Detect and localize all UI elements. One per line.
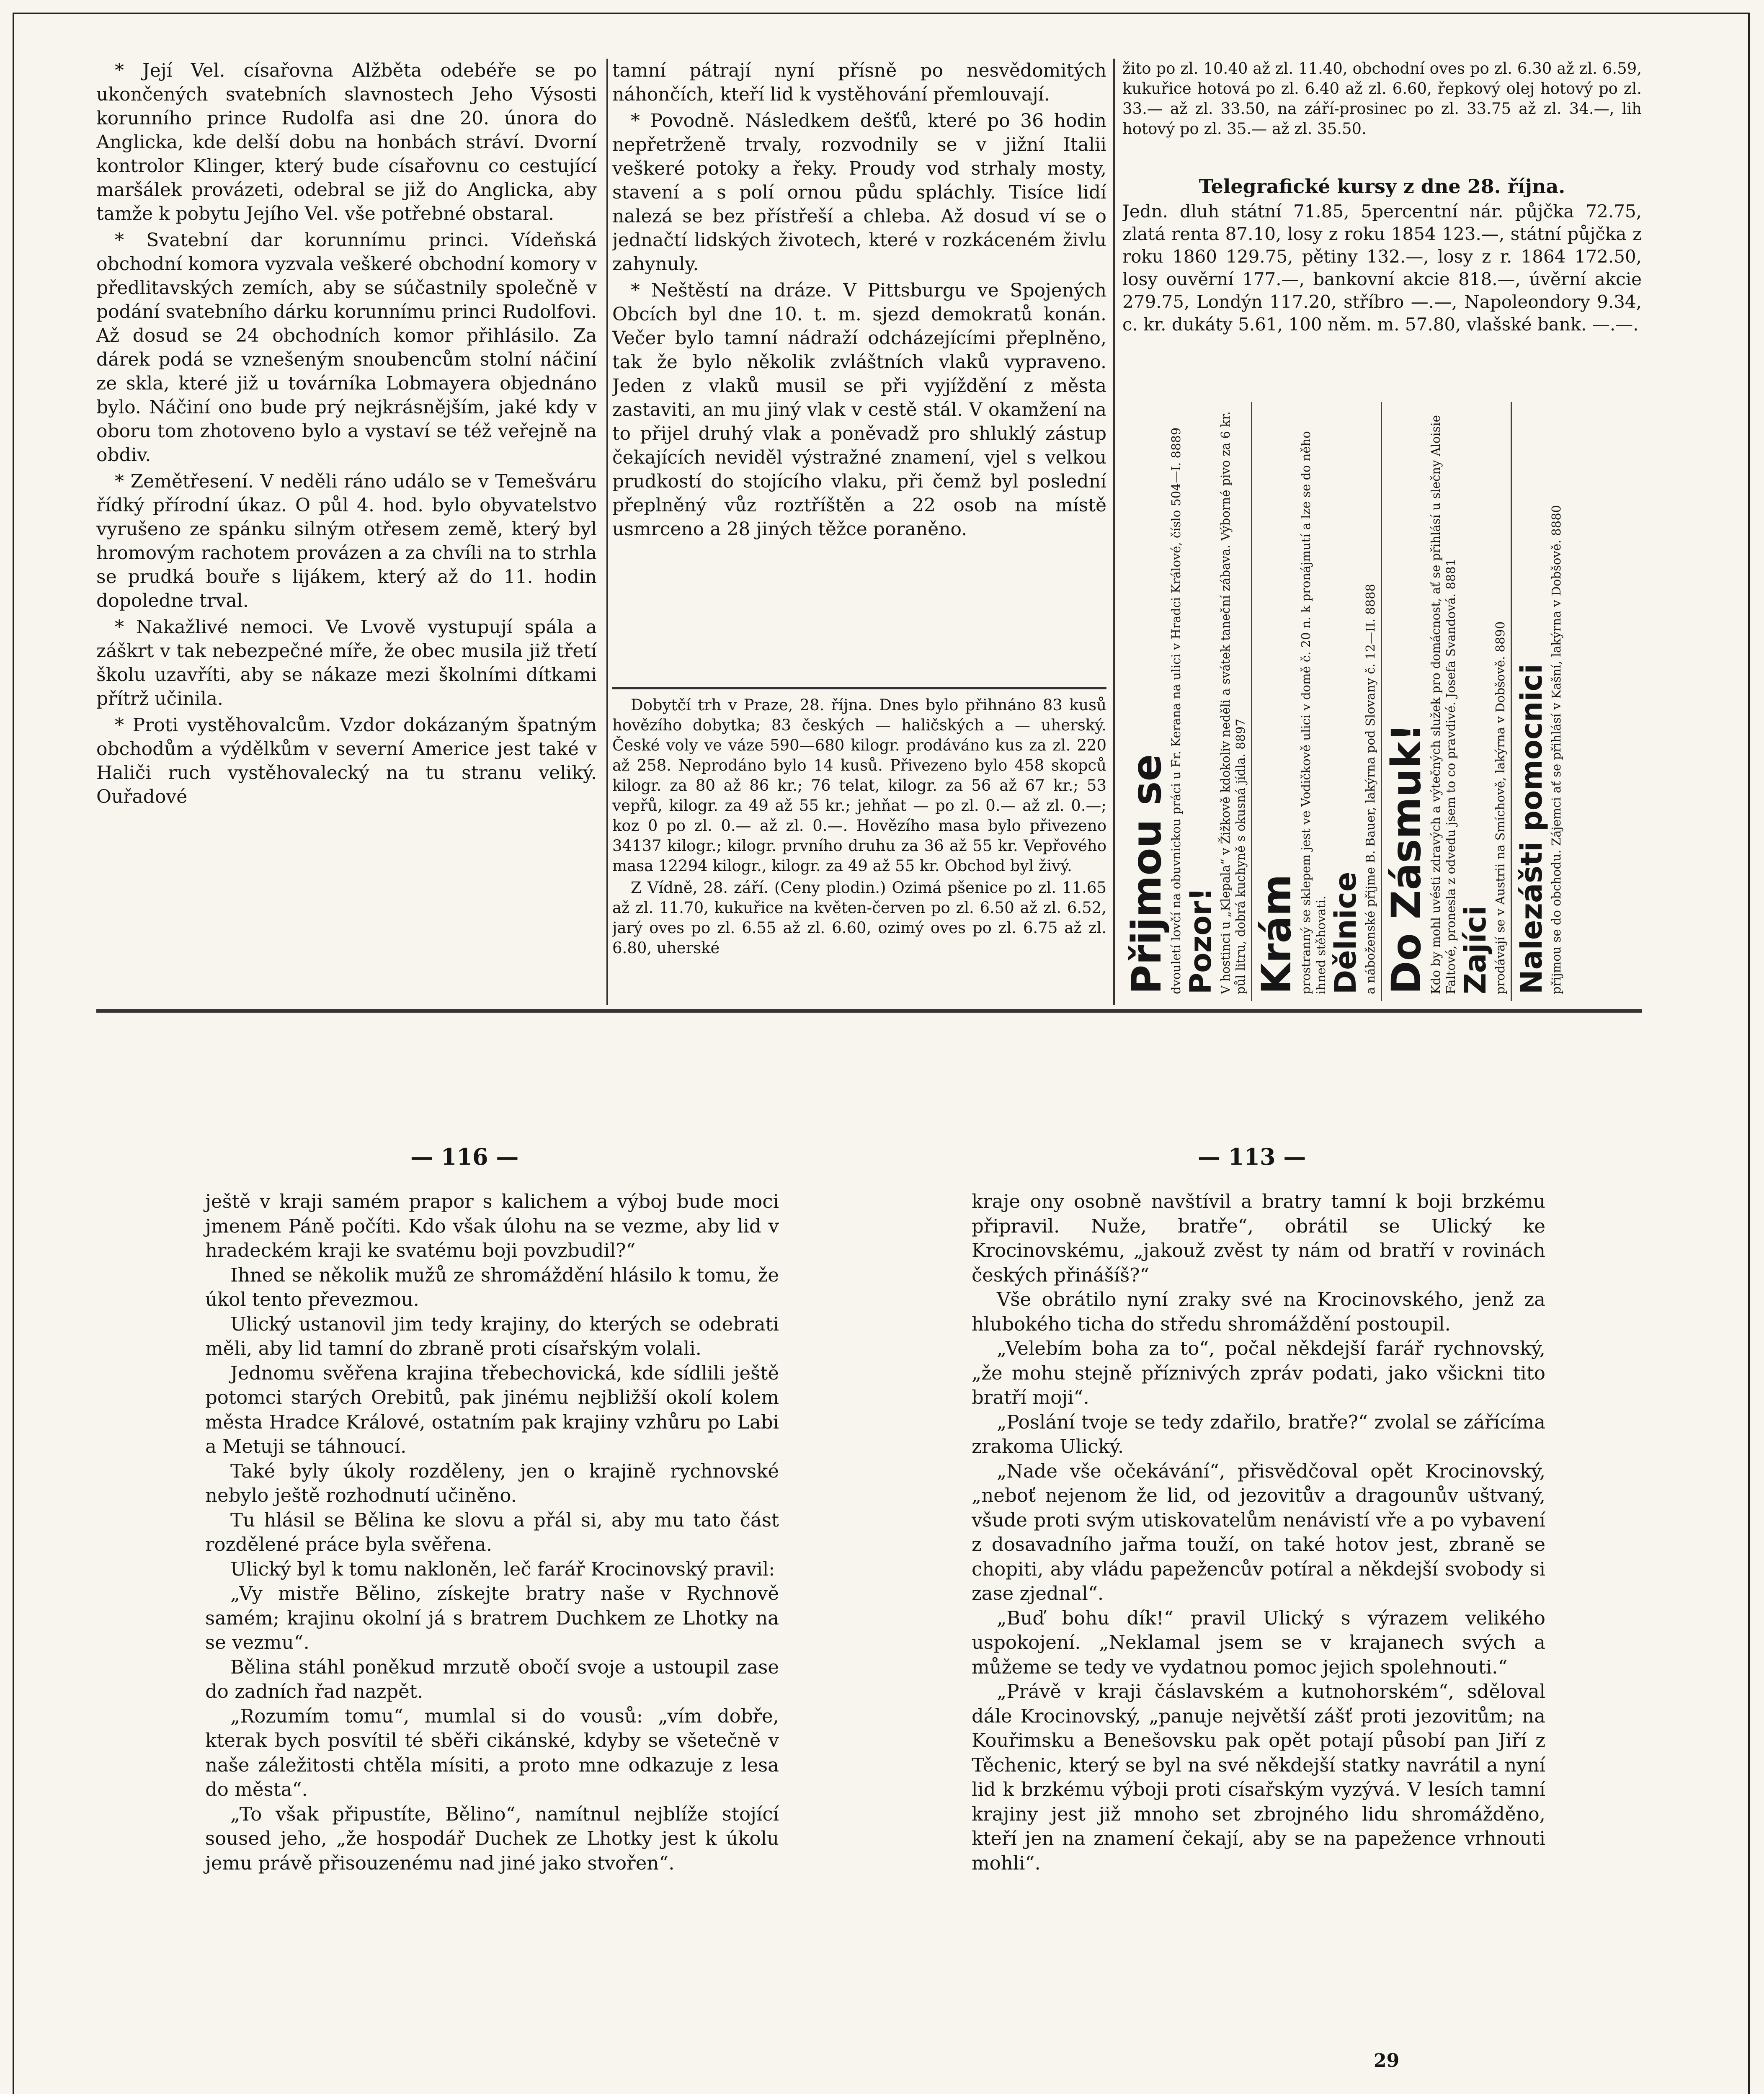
book-page-right: [972, 1189, 1545, 1875]
advertisement-heading: Pozor!: [1184, 887, 1218, 994]
advertisement: [1512, 402, 1642, 1001]
book-paragraph: „Vy mistře Bělino, získejte bratry naše v Rychnově samém; krajinu okolní já s bratrem Duchkem ze Lhotky na se vezmu“.: [205, 1582, 779, 1653]
advertisement: [1382, 402, 1512, 1001]
book-paragraph: „Velebím boha za to“, počal někdejší farář rychnovský, „že mohu stejně příznivých zpráv podati, jako všickni tito bratří moji“.: [972, 1337, 1545, 1408]
page-number-left: — 116 —: [410, 1143, 519, 1170]
market-text: žito po zl. 10.40 až zl. 11.40, obchodní oves po zl. 6.30 až zl. 6.59, kukuřice hotová po zl. 6.40 až zl. 6.60, řepkový olej hotový po zl. 33.— až zl. 33.50, na září-prosinec po zl. 33.75 až zl. 34.—, lih hotový po zl. 35.— až zl. 35.50.: [1122, 59, 1642, 138]
page-number-right: — 113 —: [1198, 1143, 1306, 1170]
advertisement-block: [1122, 402, 1642, 1001]
advertisement-text: prodávají se v Austrii na Smíchově, lakýrna v Dobšově. 8890: [1493, 621, 1507, 994]
news-paragraph: tamní pátrají nyní přísně po nesvědomitých náhončích, kteří lid k vystěhování přemlouvají.: [612, 60, 1106, 105]
telegraf-text: Jedn. dluh státní 71.85, 5percentní nár. půjčka 72.75, zlatá renta 87.10, losy z roku 1854 123.—, státní půjčka z roku 1860 129.75, pětiny 132.—, losy z r. 1864 172.50, losy ouvěrní 177.—, bankovní akcie 818.—, úvěrní akcie 279.75, Londýn 117.20, stříbro —.—, Napoleondory 9.34, c. kr. dukáty 5.61, 100 něm. m. 57.80, vlašské bank. —.—.: [1122, 201, 1642, 335]
book-paragraph: „Právě v kraji čáslavském a kutnohorském“, sděloval dále Krocinovský, „panuje největší zášť proti jezovitům; na Kouřimsku a Benešovsku pak opět potají působí pan Jiří z Těchenic, který se byl na své někdejší statky navrátil a nyní lid k brzkému výboji proti císařským vyzývá. V lesích tamní krajiny jest již mnoho set zbrojného lidu shromážděno, kteří jen na znamení čekají, aby se na papežence vrhnouti mohli“.: [972, 1680, 1545, 1874]
advertisement: [1252, 402, 1382, 1001]
book-paragraph: „Nade vše očekávání“, přisvědčoval opět Krocinovský, „neboť nejenom že lid, od jezovitův a dragounův uštvaný, všude proti svým utiskovatelům nenávistí vře a po vybavení z dosavadního jařma touží, on také hotov jest, zbraně se chopiti, aby vládu papežencův potíral a někdejší svobody si zase zjednal“.: [972, 1460, 1545, 1604]
news-paragraph: * Nakažlivé nemoci. Ve Lvově vystupují spála a záškrt v tak nebezpečné míře, že obec musila již třetí školu uzavříti, aby se nákaze mezi školními dítkami přítrž učinila.: [96, 616, 597, 709]
news-paragraph: * Neštěstí na dráze. V Pittsburgu ve Spojených Obcích byl dne 10. t. m. sjezd demokratů konán. Večer bylo tamní nádraží odcházejícími přeplněno, tak že bylo několik zvláštních vlaků vypraveno. Jeden z vlaků musil se při vyjíždění z města zastaviti, an mu jiný vlak v cestě stál. V okamžení na to přijel druhý vlak a poněvadž pro shluklý zástup čekajících neviděl výstražné znamení, vjel s velkou prudkostí do stojícího vlaku, při čemž byl poslední přeplněný vůz roztříštěn a 22 osob na místě usmrceno a 28 jiných těžce poraněno.: [612, 280, 1106, 540]
news-paragraph: * Povodně. Následkem dešťů, které po 36 hodin nepřetrženě trvaly, rozvodnily se v jižní Italii veškeré potoky a řeky. Proudy vod strhaly mosty, stavení a s polí ornou půdu spláchly. Tisíce lidí nalezá se bez přístřeší a chleba. Až dosud ví se o jednačtí lidských životech, které v rozkáceném živlu zahynuly.: [612, 110, 1106, 275]
book-paragraph: Tu hlásil se Bělina ke slovu a přál si, aby mu tato část rozdělené práce byla svěřena.: [205, 1509, 779, 1555]
news-paragraph: * Proti vystěhovalcům. Vzdor dokázaným špatným obchodům a výdělkům v severní Americe jest také v Haliči ruch vystěhovalecký na tu stranu veliký. Ouřadové: [96, 714, 597, 807]
telegraf-title: Telegrafické kursy z dne 28. října.: [1199, 175, 1565, 198]
book-paragraph: Vše obrátilo nyní zraky své na Krocinovského, jenž za hlubokého ticha do středu shromáždění postoupil.: [972, 1288, 1545, 1335]
advertisement-heading: Nalezášti pomocnici: [1514, 664, 1549, 994]
bottom-rule: [96, 1009, 1642, 1013]
signature-mark: 29: [1374, 2050, 1400, 2071]
book-paragraph: ještě v kraji samém prapor s kalichem a výboj bude moci jmenem Páně počíti. Kdo však úlohu na se vezme, aby lid v hradeckém kraji ke svatému boji povzbudil?“: [205, 1190, 779, 1261]
market-report-middle: [612, 695, 1106, 1005]
advertisement-text: a náboženské přijme B. Bauer, lakýrna pod Slovany č. 12—II. 8888: [1363, 584, 1377, 994]
market-report-right: [1122, 59, 1642, 168]
advertisement-heading: Dělnice: [1328, 872, 1363, 994]
news-column-left: [96, 59, 597, 1005]
market-paragraph: Z Vídně, 28. září. (Ceny plodin.) Ozimá pšenice po zl. 11.65 až zl. 11.70, kukuřice na květen-červen po zl. 6.50 až zl. 6.52, jarý oves po zl. 6.55 až zl. 6.60, ozimý oves po zl. 6.75 až zl. 6.80, uherské: [612, 879, 1106, 957]
column-rule: [606, 59, 608, 1005]
book-paragraph: Také byly úkoly rozděleny, jen o krajině rychnovské nebylo ještě rozhodnutí učiněno.: [205, 1460, 779, 1506]
telegraf-block: [1122, 172, 1642, 398]
advertisement-heading: Přijmou se: [1123, 754, 1170, 994]
book-paragraph: „Rozumím tomu“, mumlal si do vousů: „vím dobře, kterak bych posvítil té sběři cikánské, kdyby se všetečně v naše záležitosti chtěla mísiti, a proto mne odkazuje z lesa do města“.: [205, 1705, 779, 1800]
book-paragraph: „Poslání tvoje se tedy zdařilo, bratře?“ zvolal se zářícíma zrakoma Ulický.: [972, 1411, 1545, 1457]
book-paragraph: Jednomu svěřena krajina třebechovická, kde sídlili ještě potomci starých Orebitů, pak jinému nejbližší okolí kolem města Hradce Králové, ostatním pak krajiny vzhůru po Labi a Metuji se táhnoucí.: [205, 1362, 779, 1457]
book-paragraph: „Buď bohu dík!“ pravil Ulický s výrazem velikého uspokojení. „Neklamal jsem se v krajanech svých a můžeme se tedy ve vydatnou pomoc jejich spolehnouti.“: [972, 1607, 1545, 1678]
advertisement-text: dvouletí lovčí na obuvnickou práci u Fr. Kerana na ulici v Hradci Králové, číslo 504—I. 8889: [1169, 427, 1183, 994]
advertisement-text: V hostinci u „Klepala“ v Žižkově kdokoliv neděli a svátek taneční zábava. Výborné pivo za 6 kr. půl litru, dobrá kuchyně s okusná jídla. 8897: [1218, 411, 1248, 994]
advertisement-text: přijmou se do obchodu. Zájemci ať se přihlásí v Kašní, lakýrna v Dobšově. 8880: [1549, 505, 1563, 994]
book-paragraph: Ulický byl k tomu nakloněn, leč farář Krocinovský pravil:: [230, 1558, 775, 1580]
book-paragraph: Ulický ustanovil jim tedy krajiny, do kterých se odebrati měli, aby lid tamní do zbraně proti císařským volali.: [205, 1313, 779, 1359]
advertisement-text: Kdo by mohl uvésti zdravých a výtečných služek pro domácnost, ať se přihlásí u slečny Aloisie Faltové, pronesla z odvedu jsem to co pravdivé. Josefa Svandová. 8881: [1429, 415, 1458, 994]
advertisement-heading: Do Zásmuk!: [1383, 723, 1430, 994]
column-rule: [1113, 59, 1115, 1005]
book-paragraph: Bělina stáhl poněkud mrzutě obočí svoje a ustoupil zase do zadních řad nazpět.: [205, 1656, 779, 1702]
advertisement-heading: Zajíci: [1458, 905, 1493, 994]
book-paragraph: kraje ony osobně navštívil a bratry tamní k boji brzkému připravil. Nuže, bratře“, obrátil se Ulický ke Krocinovskému, „jakouž zvěst ty nám od bratří v rovinách českých přinášíš?“: [972, 1190, 1545, 1286]
book-page-left: [205, 1189, 779, 1875]
news-paragraph: * Její Vel. císařovna Alžběta odebéře se po ukončených svatebních slavnostech Jeho Výsosti korunního prince Rudolfa asi dne 20. února do Anglicka, kde delší dobu na honbách stráví. Dvorní kontrolor Klinger, který bude císařovnu co cestující maršálek provázeti, odebral se již do Anglicka, aby tamže k pobytu Jejího Vel. vše potřebné obstaral.: [96, 60, 597, 224]
news-paragraph: * Zemětřesení. V neděli ráno událo se v Temešváru řídký přírodní úkaz. O půl 4. hod. bylo obyvatelstvo vyrušeno ze spánku silným otřesem země, který byl hromovým rachotem provázen a za chvíli na to strhla se prudká bouře s lijákem, který až do 11. hodin dopoledne trval.: [96, 471, 597, 611]
section-rule: [612, 687, 1106, 689]
book-paragraph: Ihned se několik mužů ze shromáždění hlásilo k tomu, že úkol tento převezmou.: [205, 1264, 779, 1310]
market-paragraph: Dobytčí trh v Praze, 28. října. Dnes bylo přihnáno 83 kusů hovězího dobytka; 83 českých — haličských a — uherský. České voly ve váze 590—680 kilogr. prodáváno kus za zl. 220 až 258. Neprodáno bylo 14 kusů. Přivezeno bylo 458 skopců kilogr. za 80 až 86 kr.; 76 telat, kilogr. za 56 až 67 kr.; 53 vepřů, kilogr. za 49 až 55 kr.; jehňat — po zl. 0.— až zl. 0.—; koz 0 po zl. 0.— až zl. 0.—. Hovězího masa bylo přivezeno 34137 kilogr.; kilogr. prvního druhu za 36 až 55 kr. Vepřového masa 12294 kilogr., kilogr. za 49 až 55 kr. Obchod byl živý.: [612, 696, 1106, 875]
advertisement: [1122, 402, 1252, 1001]
book-paragraph: „To však připustíte, Bělino“, namítnul nejblíže stojící soused jeho, „že hospodář Duchek ze Lhotky jest k úkolu jemu právě přisouzenému nad jiné jako stvořen“.: [205, 1803, 779, 1874]
news-paragraph: * Svatební dar korunnímu princi. Vídeňská obchodní komora vyzvala veškeré obchodní komory v předlitavských zemích, aby se súčastnily společně v podání svatebního dárku korunnímu princi Rudolfovi. Až dosud se 24 obchodních komor přihlásilo. Za dárek podá se vznešeným snoubencům stolní náčiní ze skla, které již u továrníka Lobmayera objednáno bylo. Náčiní ono bude prý nejkrásnějším, jaké kdy v oboru tom zhotoveno bylo a vystaví se též veřejně na obdiv.: [96, 230, 597, 466]
news-column-middle: [612, 59, 1106, 678]
advertisement-heading: Krám: [1253, 874, 1300, 994]
advertisement-text: prostranný se sklepem jest ve Vodičkově ulici v domě č. 20 n. k pronájmutí a lze se do něho ihned stěhovati.: [1299, 431, 1328, 994]
